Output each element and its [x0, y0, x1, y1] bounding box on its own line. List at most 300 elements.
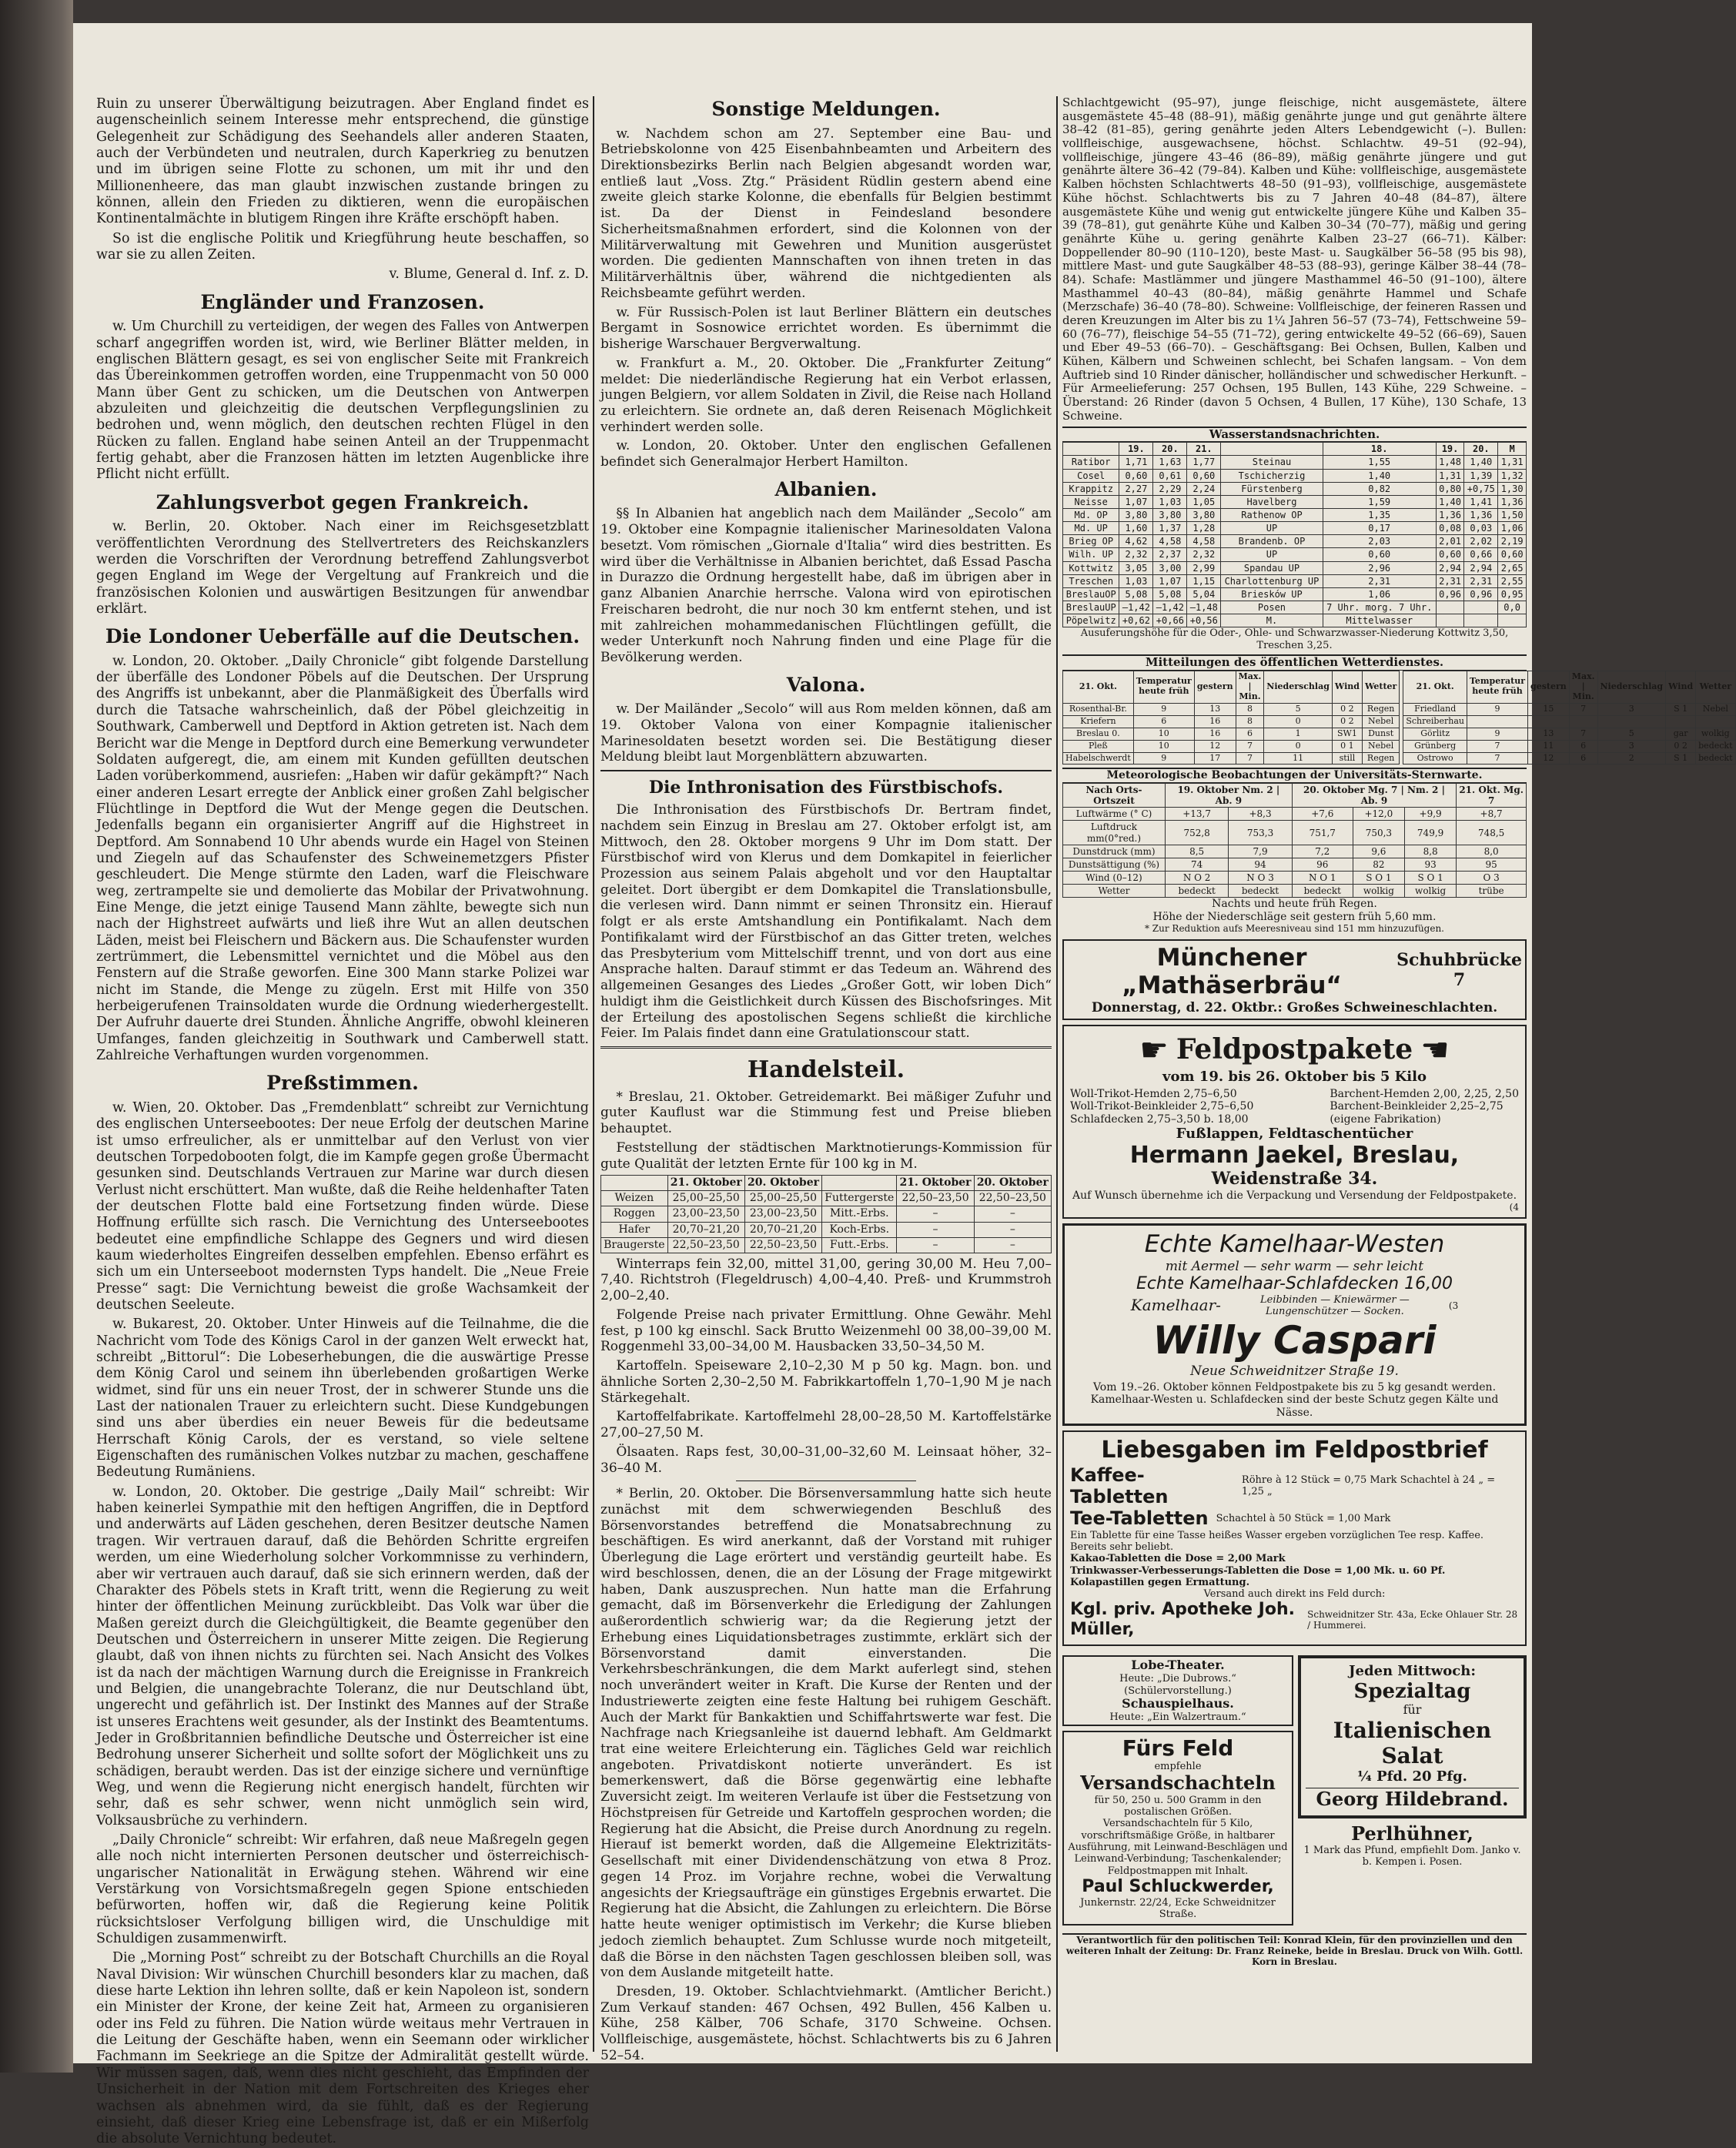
water-cell: 0,60: [1436, 548, 1464, 561]
grain-cell: 23,00–23,50: [744, 1206, 821, 1222]
water-cell: 3,00: [1153, 561, 1187, 574]
kamel-decke: Echte Kamelhaar-Schlafdecken 16,00: [1136, 1273, 1453, 1293]
meteo-cell: Wind (0–12): [1063, 872, 1166, 885]
water-cell: 4,62: [1119, 535, 1153, 548]
weather-left-cell: 11: [1264, 752, 1333, 765]
weather-left-cell: Rosenthal-Br.: [1063, 703, 1134, 715]
weather-right-cell: 7: [1467, 752, 1527, 765]
article-bukarest: w. Bukarest, 20. Oktober. Unter Hinweis auf die Teilnahme, die die Nachricht vom Tode des Königs Carol in der ganzen Welt erweckt hat, schreibt „Bittorul“: Die Lobeserhebungen, die die auswärtige Presse dem König Carol und seinem ihn überlebenden großartigen Werke widmet, sind für uns ein neuer Trost, der in schwerer Stunde uns die Last der nationalen Trauer zu erleichtern sucht. Diese Kundgebungen sind uns aber überdies ein neuer Beweis für die bedeutsame Herrschaft König Carols, der es verstand, so viele seltene Eigenschaften des rumänischen Volkes nutzbar zu machen, geschaffene Bedeutung Rumäniens.: [96, 1317, 589, 1481]
weather-header-cell: Niederschlag: [1264, 671, 1333, 703]
meteo-header-cell: 19. Oktober Nm. 2 | Ab. 9: [1165, 783, 1292, 807]
ad-theater: [1062, 1655, 1293, 1726]
caspari-address: Neue Schweidnitzer Straße 19.: [1190, 1363, 1399, 1379]
versand-sizes: für 50, 250 u. 500 Gramm in den postalischen Größen.: [1094, 1794, 1262, 1818]
meteo-cell: 74: [1165, 858, 1228, 871]
ad-feldpostpakete: [1062, 1025, 1527, 1220]
hildebrand-name: Georg Hildebrand.: [1306, 1788, 1519, 1810]
water-cell: Briesków UP: [1221, 587, 1323, 601]
water-cell: Cosel: [1063, 469, 1119, 482]
water-cell: 1,28: [1187, 522, 1221, 535]
meteo-header-cell: 20. Oktober Mg. 7 | Nm. 2 | Ab. 9: [1292, 783, 1456, 807]
weather-right-cell: 15: [1528, 703, 1570, 715]
headline-albanien: Albanien.: [774, 477, 878, 500]
article-berlin-boerse: * Berlin, 20. Oktober. Die Börsenversammlung hatte sich heute zunächst mit dem schwerwiegenden Beschluß des Börsenvorstandes betreffend die Monatsabrechnung zu beschäftigen. Es wird anerkannt, daß der Vorstand mit ruhiger Überlegung die Lage erörtert und verständig geurteilt habe. Es wird beschlossen, denen, die an der Lösung der Frage mitgewirkt haben, Dank auszusprechen. Nun hatte man die Erfahrung gemacht, daß im Börsenverkehr die Erledigung der Zahlungen außerordentlich schwierig war; da die Regierung jetzt der Erhebung eines Liquidationsbetrages zustimmte, erklärt sich der Börsenvorstand damit einverstanden. Die Verkehrsbeschränkungen, die dem Markt auferlegt sind, stehen noch unverändert weiter in Kraft. Die Kurse der Renten und der Industriewerte zeigten eine feste Haltung bei ruhigem Geschäft. Auch der Markt für Bankaktien und Schiffahrtswerte war fest. Die Nachfrage nach Kriegsanleihe ist dauernd lebhaft. Am Geldmarkt trat eine weitere Erleichterung ein. Tägliches Geld war reichlich angeboten. Privatdiskont notierte unverändert. Es ist bemerkenswert, daß die Börse gegenwärtig eine lebhafte Zuversicht zeigt. Im weiteren Verlaufe ist über die Festsetzung von Höchstpreisen für Getreide und Kartoffeln gesprochen worden; die Regierung hat die Absicht, die Preise durch Anordnung zu regeln. Hierauf ist bemerkt worden, daß die Allgemeine Elektrizitäts-Gesellschaft mit einer Dividendenschätzung von etwa 8 Proz. gegen 14 Proz. im Vorjahre rechne, wobei die Verwaltung angesichts der Kriegsaufträge ein günstiges Ergebnis erwartet. Die Regierung hat die Absicht, die Zahlungen zu erleichtern. Die Börse hatte heute weniger optimistisch im Verkehr; die Kurse blieben jedoch ziemlich behauptet. Zum Schlusse wurde noch mitgeteilt, daß die Börse in den nächsten Tagen geschlossen bleiben soll, was von dem Auslande mitgeteilt hatte.: [600, 1486, 1052, 1981]
water-cell: 0,95: [1498, 587, 1527, 601]
weather-right-cell: [1666, 715, 1696, 728]
water-cell: 2,94: [1436, 561, 1464, 574]
water-cell: BreslauOP: [1063, 587, 1119, 601]
meteo-cell: +12,0: [1353, 808, 1404, 821]
water-cell: 0,96: [1464, 587, 1498, 601]
water-cell: –1,48: [1187, 601, 1221, 614]
lobe-title: Lobe-Theater.: [1131, 1658, 1225, 1673]
article-valona: w. Der Mailänder „Secolo“ will aus Rom melden können, daß am 19. Oktober Valona von einer Kompagnie italienischer Marinesoldaten besetzt worden sei. Die Bestätigung dieser Meldung bleibt laut Morgenblättern abzuwarten.: [600, 701, 1052, 765]
weather-left-cell: 7: [1236, 740, 1264, 752]
weather-right-cell: Grünberg: [1403, 740, 1467, 752]
water-cell: 1,59: [1323, 495, 1436, 508]
weather-header-cell: Temperatur heute früh: [1133, 671, 1194, 703]
mathaeser-title: Münchener „Mathäserbräu“: [1122, 943, 1342, 1000]
water-cell: 3,80: [1153, 508, 1187, 521]
weather-header-cell: Wetter: [1362, 671, 1399, 703]
feld-title: Feldpostpakete: [1176, 1033, 1413, 1066]
meteo-cell: Dunstsättigung (%): [1063, 858, 1166, 871]
grain-cell: 22,50–23,50: [974, 1191, 1051, 1206]
weather-right-cell: 6: [1569, 740, 1597, 752]
water-header-cell: 21.: [1187, 443, 1221, 456]
weather-header-cell: gestern: [1194, 671, 1236, 703]
meteo-cell: S O 1: [1404, 872, 1456, 885]
weather-right-cell: 0 2: [1666, 740, 1696, 752]
meteo-cell: +13,7: [1165, 808, 1228, 821]
weather-tables: [1062, 671, 1733, 765]
article-russisch-polen: w. Für Russisch-Polen ist laut Berliner Blättern ein deutsches Bergamt in Sosnowice errichtet worden. Es übernimmt die bisherige Warschauer Bergverwaltung.: [600, 304, 1052, 353]
water-cell: 1,63: [1153, 456, 1187, 469]
felde-subtitle: empfehle: [1154, 1761, 1202, 1773]
article-winterraps: Winterraps fein 32,00, mittel 31,00, gering 30,00 M. Heu 7,00–7,40. Richtstroh (Flegeldrusch) 4,00–4,40. Preß- und Krummstroh 2,00–2,40.: [600, 1256, 1052, 1304]
water-cell: 1,03: [1153, 495, 1187, 508]
water-cell: 1,55: [1323, 456, 1436, 469]
water-cell: [1464, 614, 1498, 627]
water-cell: 1,40: [1436, 495, 1464, 508]
grain-cell: Futtergerste: [822, 1191, 897, 1206]
weather-left-cell: 10: [1133, 728, 1194, 740]
schau-play: Heute: „Ein Walzertraum.“: [1109, 1711, 1246, 1723]
water-cell: 1,50: [1498, 508, 1527, 521]
meteo-cell: bedeckt: [1229, 885, 1292, 898]
water-cell: [1436, 614, 1464, 627]
weather-right-cell: [1467, 715, 1527, 728]
weather-left-row: [1063, 703, 1400, 715]
weather-header-cell: Wetter: [1696, 671, 1735, 703]
water-header-cell: [1063, 443, 1119, 456]
fuer-label: für: [1403, 1702, 1422, 1718]
feld-items: [1070, 1088, 1519, 1126]
water-cell: 2,32: [1187, 548, 1221, 561]
weather-table-right: [1403, 671, 1735, 765]
caspari-name: Willy Caspari: [1152, 1317, 1437, 1363]
market-report-continuation: Schlachtgewicht (95–97), junge fleischige, nicht ausgemästete, ältere ausgemästete 45–48 (88–91), mäßig genährte junge und gut genährte ältere 38–42 (81–85), gering genährte jeden Alters Lebendgewicht (–). Bullen: vollfleischige, ausgewachsene, höchst. Schlachtw. 49–51 (92–94), vollfleischige, jüngere 43–46 (86–89), mäßig genährte jüngere und gut genährte ältere 36–42 (79–84). Kalben und Kühe: vollfleischige, ausgemästete Kalben höchsten Schlachtwerts 48–50 (91–93), vollfleischige, ausgemästete Kühe höchst. Schlachtwerts bis zu 7 Jahren 40–48 (84–87), ältere ausgemästete Kühe und wenig gut entwickelte jüngere Kühe und Kalben 35–39 (78–81), gut genährte Kühe und Kalben 30–34 (70–77), mäßig und gering genährte Kühe u. gering genährte Kalben 23–27 (66–71). Kälber: Doppellender 80–90 (110–120), beste Mast- u. Saugkälber 56–58 (95 bis 98), mittlere Mast- und gute Saugkälber 48–53 (88–93), geringe Kälber 38–44 (78–84). Schafe: Mastlämmer und jüngere Masthammel 46–50 (91–100), ältere Masthammel 40–43 (80–84), mäßig genährte Hammel und Schafe (Merzschafe) 36–40 (78–80). Schweine: Vollfleischige, der feineren Rassen und deren Kreuzungen im Alter bis zu 1¼ Jahren 56–57 (73–74), Fettschweine 59–60 (76–77), fleischige 54–55 (71–72), gering entwickelte 49–52 (66–69), Sauen und Eber 49–53 (66–70). – Geschäftsgang: Bei Ochsen, Bullen, Kalben und Kühen, Kälbern und Schweinen schlecht, bei Schafen langsam. – Von dem Auftrieb sind 10 Rinder dänischer, holländischer und schwedischer Herkunft. – Für Armeelieferung: 257 Ochsen, 195 Bullen, 143 Kühe, 229 Schweine. – Überstand: 26 Rinder (davon 5 Ochsen, 4 Bullen, 17 Kühe), 130 Schafe, 13 Schweine.: [1062, 95, 1527, 423]
versand-list: Versandschachteln für 5 Kilo, vorschriftsmäßige Größe, in haltbarer Ausführung, mit Leinwand-Beschlägen und Leinwand-Verbindung; Taschenkalender; Feldpostmappen mit Inhalt.: [1068, 1818, 1288, 1877]
weather-left-cell: 6: [1133, 715, 1194, 728]
feld-subtitle: vom 19. bis 26. Oktober bis 5 Kilo: [1162, 1069, 1427, 1086]
water-cell: 1,60: [1119, 522, 1153, 535]
weather-left-cell: 9: [1133, 752, 1194, 765]
article-englaender: w. Um Churchill zu verteidigen, der wegen des Falles von Antwerpen scharf angegriffen worden ist, wird, wie Berliner Blätter melden, in englischen Blättern gesagt, es sei von englischer Seite mit Frankreich das Übereinkommen getroffen worden, eine Truppenmacht von 50 000 Mann über Gent zu schicken, um die Deutschen von Antwerpen abzuleiten und gleichzeitig die deutschen Verpflegungslinien zu bedrohen und, wenn möglich, den deutschen rechten Flügel in den Rücken zu fallen. England habe seinen Anteil an der Truppenmacht fertig gehabt, aber die Franzosen hätten im letzten Augenblicke ihre Pflicht nicht erfüllt.: [96, 319, 589, 483]
liebes-title: Liebesgaben im Feldpostbrief: [1101, 1437, 1488, 1464]
meteo-cell: trübe: [1457, 885, 1527, 898]
weather-header-cell: Wind: [1332, 671, 1362, 703]
water-cell: Tschicherzig: [1221, 469, 1323, 482]
meteo-cell: +8,3: [1229, 808, 1292, 821]
feld-item-left: Schlafdecken 2,75–3,50 b. 18,00: [1070, 1112, 1249, 1126]
article-london-gefallene: w. London, 20. Oktober. Unter den englischen Gefallenen befindet sich Generalmajor Herbert Hamilton.: [600, 438, 1052, 470]
water-cell: 2,01: [1436, 535, 1464, 548]
grain-cell: 22,50–23,50: [667, 1237, 744, 1253]
water-cell: 2,03: [1323, 535, 1436, 548]
meteo-header-cell: 21. Okt. Mg. 7: [1457, 783, 1527, 807]
water-cell: +0,66: [1153, 614, 1187, 627]
water-cell: 0,08: [1436, 522, 1464, 535]
water-cell: 0,80: [1436, 482, 1464, 495]
meteo-row: [1063, 872, 1527, 885]
water-cell: 1,71: [1119, 456, 1153, 469]
versand-line: Versand auch direkt ins Feld durch:: [1203, 1588, 1386, 1601]
weather-left-cell: 16: [1194, 728, 1236, 740]
water-cell: 1,30: [1498, 482, 1527, 495]
weather-table-left: [1062, 671, 1400, 765]
water-cell: 2,37: [1153, 548, 1187, 561]
water-row: [1063, 548, 1527, 561]
meteo-cell: 93: [1404, 858, 1456, 871]
meteo-row: [1063, 858, 1527, 871]
article-albanien: §§ In Albanien hat angeblich nach dem Mailänder „Secolo“ am 19. Oktober eine Kompagnie italienischer Marinesoldaten Valona besetzt. Vom römischen „Giornale d'Italia“ wird dies bestritten. Es wird über die Verhältnisse in Albanien berichtet, daß Essad Pascha in Durazzo die Ordnung hergestellt habe, daß im übrigen aber in ganz Albanien Anarchie herrsche. Valona wird von epirotischen Freischaren bedroht, die nur noch 30 km entfernt stehen, und ist mit zahlreichen mohammedanischen Flüchtlingen gefüllt, die weder Unterkunft noch Nahrung finden und eine Plage für die Bevölkerung werden.: [600, 506, 1052, 666]
weather-left-cell: 13: [1194, 703, 1236, 715]
grain-cell: Weizen: [601, 1191, 668, 1206]
felde-title: Fürs Feld: [1122, 1735, 1234, 1762]
weather-header-cell: Wind: [1666, 671, 1696, 703]
salat-price: ¼ Pfd. 20 Pfg.: [1357, 1768, 1467, 1785]
spezialtag-label: Spezialtag: [1353, 1679, 1471, 1703]
meteo-cell: 8,8: [1404, 845, 1456, 858]
water-cell: 0,82: [1323, 482, 1436, 495]
water-cell: 1,36: [1498, 495, 1527, 508]
weather-header-cell: Max. | Min.: [1236, 671, 1264, 703]
water-cell: [1436, 601, 1464, 614]
water-cell: 1,36: [1436, 508, 1464, 521]
tee-title: Tee-Tabletten: [1070, 1507, 1209, 1530]
perl-detail: 1 Mark das Pfund, empfiehlt Dom. Janko v. b. Kempen i. Posen.: [1303, 1845, 1521, 1869]
grain-row: [601, 1237, 1052, 1253]
water-cell: 2,31: [1323, 574, 1436, 587]
water-cell: 0,61: [1153, 469, 1187, 482]
article-oelsaaten: Ölsaaten. Raps fest, 30,00–31,00–32,60 M. Leinsaat höher, 32–36–40 M.: [600, 1444, 1052, 1476]
headline-pressstimmen: Preßstimmen.: [266, 1072, 419, 1095]
water-cell: 1,15: [1187, 574, 1221, 587]
meteo-header-cell: Nach Orts-Ortszeit: [1063, 783, 1166, 807]
article-breslau-getreide: * Breslau, 21. Oktober. Getreidemarkt. Bei mäßiger Zufuhr und guter Kauflust war die Stimmung fest und Preise blieben behauptet.: [600, 1089, 1052, 1137]
water-cell: 4,58: [1187, 535, 1221, 548]
weather-header-cell: gestern: [1528, 671, 1570, 703]
article-dresden-schlachtvieh: Dresden, 19. Oktober. Schlachtviehmarkt. (Amtlicher Bericht.) Zum Verkauf standen: 467 Ochsen, 492 Bullen, 456 Kalben u. Kühe, 258 Kälber, 706 Schafe, 3170 Schweine. Ochsen. Vollfleischige, ausgemästete, höchst. Schlachtwerts bis zu 6 Jahren 52–54.: [600, 1984, 1052, 2063]
kakao-line: Kakao-Tabletten die Dose = 2,00 Mark: [1070, 1553, 1286, 1565]
water-cell: +0,75: [1464, 482, 1498, 495]
water-cell: 1,41: [1464, 495, 1498, 508]
water-cell: 2,24: [1187, 482, 1221, 495]
water-cell: 3,05: [1119, 561, 1153, 574]
water-cell: Fürstenberg: [1221, 482, 1323, 495]
schluck-address: Junkernstr. 22/24, Ecke Schweidnitzer Straße.: [1080, 1897, 1276, 1921]
weather-right-cell: [1569, 715, 1597, 728]
water-level-note: Ausuferungshöhe für die Oder-, Ohle- und Schwarzwasser-Niederung Kottwitz 3,50, Treschen 3,25.: [1080, 627, 1509, 651]
water-cell: 5,08: [1153, 587, 1187, 601]
water-cell: 1,31: [1436, 469, 1464, 482]
kamel-subtitle: mit Aermel — sehr warm — sehr leicht: [1165, 1258, 1424, 1274]
water-cell: +0,62: [1119, 614, 1153, 627]
water-cell: 2,94: [1464, 561, 1498, 574]
meteo-cell: +7,6: [1292, 808, 1353, 821]
meteo-cell: 7,2: [1292, 845, 1353, 858]
water-cell: 1,06: [1323, 587, 1436, 601]
salat-label: Italienischen Salat: [1333, 1718, 1492, 1769]
feld-street: Weidenstraße 34.: [1211, 1168, 1378, 1189]
weather-header-cell: Max. | Min.: [1569, 671, 1597, 703]
meteo-cell: +9,9: [1404, 808, 1456, 821]
water-cell: Havelberg: [1221, 495, 1323, 508]
weather-left-cell: 9: [1133, 703, 1194, 715]
meteo-cell: 750,3: [1353, 821, 1404, 845]
water-cell: Neisse: [1063, 495, 1119, 508]
kamel-title: Echte Kamelhaar-Westen: [1144, 1230, 1445, 1259]
newspaper-page: [73, 23, 1733, 2147]
apotheke-name: Kgl. priv. Apotheke Joh. Müller,: [1070, 1600, 1295, 1640]
water-cell: 4,58: [1153, 535, 1187, 548]
weather-right-row: [1403, 715, 1735, 728]
grain-row: [601, 1206, 1052, 1222]
weather-left-cell: 7: [1236, 752, 1264, 765]
water-cell: Posen: [1221, 601, 1323, 614]
meteo-cell: 8,0: [1457, 845, 1527, 858]
lower-ads-left: [1062, 1651, 1293, 1929]
article-zahlungsverbot: w. Berlin, 20. Oktober. Nach einer im Reichsgesetzblatt veröffentlichten Verordnung des Stellvertreters des Reichskanzlers werden die Vorschriften der Verordnung betreffend Zahlungsverbot gegen England im Wege der Vergeltung auf Frankreich und die französischen Kolonien und auswärtigen Besitzungen für anwendbar erklärt.: [96, 519, 589, 617]
weather-right-cell: Görlitz: [1403, 728, 1467, 740]
weather-left-cell: 5: [1264, 703, 1333, 715]
water-row: [1063, 587, 1527, 601]
grain-price-table: [600, 1175, 1052, 1253]
water-row: [1063, 535, 1527, 548]
water-cell: 3,80: [1119, 508, 1153, 521]
water-cell: 1,40: [1464, 456, 1498, 469]
water-cell: Kottwitz: [1063, 561, 1119, 574]
water-cell: 2,65: [1498, 561, 1527, 574]
meteo-cell: 94: [1229, 858, 1292, 871]
article-daily-mail: w. London, 20. Oktober. Die gestrige „Daily Mail“ schreibt: Wir haben keinerlei Sympathie mit den heftigen Angriffen, die in Deptford und anderwärts auf Läden geschehen, deren Besitzer deutsche Namen tragen. Wir vertrauen darauf, daß die Behörden Schritte ergreifen werden, um eine Wiederholung solcher Vorkommnisse zu verhindern, aber wir vertrauen auch darauf, daß sie sich erinnern werden, daß der Charakter des Pöbels stets in Kraft tritt, wenn die Regierung zu weit hinter der öffentlichen Meinung zurückbleibt. Das Volk war über die Maßen gereizt durch die Gleichgültigkeit, die Beamte gegenüber den Deutschen und Österreichern in unserer Mitte zeigen. Die Regierung glaubt, daß von ihnen nichts zu fürchten sei. Nach Ansicht des Volkes ist da nach der mächtigen Warnung durch die Ereignisse in Frankreich und Belgien, die unangebrachte Toleranz, die nur Deutschland übt, ungerecht und gefährlich ist. Der Instinkt des Mannes auf der Straße ist unseres Erachtens weit gesunder, als der Instinkt des Beamtentums. Jeder in Großbritannien befindliche Deutsche und Österreicher ist eine Bedrohung unserer Sicherheit und sollte sofort der Möglichkeit uns zu schädigen, beraubt werden. Das ist der einzige sichere und vernünftige Weg, und wenn die Regierung nicht energisch handelt, fürchten wir sehr, daß es sehr schwer, wenn nicht unmöglich sein wird, Volksausbrüche zu verhindern.: [96, 1484, 589, 1828]
caspari-note: Vom 19.–26. Oktober können Feldpostpakete bis zu 5 kg gesandt werden. Kamelhaar-Westen u. Schlafdecken sind der beste Schutz gegen Kälte und Nässe.: [1090, 1380, 1499, 1419]
kamel-row: [1071, 1294, 1518, 1318]
weather-header-cell: 21. Okt.: [1403, 671, 1467, 703]
water-level-table: [1062, 442, 1527, 627]
grain-cell: Roggen: [601, 1206, 668, 1222]
water-cell: 0,60: [1119, 469, 1153, 482]
grain-cell: Braugerste: [601, 1237, 668, 1253]
water-cell: Wilh. UP: [1063, 548, 1119, 561]
headline-zahlungsverbot: Zahlungsverbot gegen Frankreich.: [156, 490, 530, 514]
water-cell: Charlottenburg UP: [1221, 574, 1323, 587]
lobe-play: Heute: „Die Dubrows.“ (Schülervorstellung.): [1119, 1673, 1236, 1697]
grain-cell: –: [897, 1222, 974, 1237]
water-cell: 1,37: [1153, 522, 1187, 535]
water-cell: 2,02: [1464, 535, 1498, 548]
grain-cell: 20,70–21,20: [744, 1222, 821, 1237]
feld-firm: Hermann Jaekel, Breslau,: [1129, 1142, 1460, 1169]
mittwoch-label: Jeden Mittwoch:: [1349, 1663, 1476, 1680]
meteo-note-2: Höhe der Niederschläge seit gestern früh 5,60 mm.: [1152, 910, 1437, 923]
kola-line: Kolapastillen gegen Ermattung.: [1070, 1576, 1250, 1588]
kamel-left: Kamelhaar-: [1130, 1296, 1221, 1315]
weather-right-cell: Friedland: [1403, 703, 1467, 715]
weather-right-cell: Schreiberhau: [1403, 715, 1467, 728]
weather-header-cell: 21. Okt.: [1063, 671, 1134, 703]
weather-left-cell: 12: [1194, 740, 1236, 752]
weather-right-cell: 11: [1528, 740, 1570, 752]
water-header-cell: 19.: [1119, 443, 1153, 456]
meteo-cell: bedeckt: [1292, 885, 1353, 898]
mathaeser-address: Schuhbrücke 7: [1396, 949, 1522, 990]
column-rule-2: [1056, 96, 1058, 2052]
weather-right-cell: [1696, 715, 1735, 728]
meteo-cell: +8,7: [1457, 808, 1527, 821]
water-cell: 2,99: [1187, 561, 1221, 574]
weather-left-cell: still: [1332, 752, 1362, 765]
water-cell: 1,77: [1187, 456, 1221, 469]
water-row: [1063, 508, 1527, 521]
water-row: [1063, 561, 1527, 574]
weather-left-cell: Kriefern: [1063, 715, 1134, 728]
water-cell: Steinau: [1221, 456, 1323, 469]
water-header-cell: 19.: [1436, 443, 1464, 456]
weather-right-cell: Nebel: [1696, 703, 1735, 715]
article-kartoffeln: Kartoffeln. Speiseware 2,10–2,30 M p 50 kg. Magn. bon. und ähnliche Sorten 2,30–2,50 M. Fabrikkartoffeln 1,70–1,90 M je nach Stärkegehalt.: [600, 1358, 1052, 1406]
meteo-cell: N O 2: [1165, 872, 1228, 885]
meteo-cell: 95: [1457, 858, 1527, 871]
water-cell: M.: [1221, 614, 1323, 627]
water-header-cell: 20.: [1464, 443, 1498, 456]
water-row: [1063, 469, 1527, 482]
weather-right-cell: 12: [1528, 752, 1570, 765]
article-londoner: w. London, 20. Oktober. „Daily Chronicle“ gibt folgende Darstellung der überfälle des Londoner Pöbels auf die Deutschen. Der Ursprung des Angriffs ist unbekannt, aber die Planmäßigkeit des Überfalls wird durch die Tatsache wahrscheinlich, daß der Pöbel gleichzeitig in Southwark, Camberwell und Deptford in Aktion getreten ist. Nach dem Bericht war die Menge in Deptford durch eine Bemerkung verwundeter Soldaten aufgeregt, die, am einem mit Kunden gefüllten deutschen Laden vorüberkommend, ausriefen: „Haben wir dafür gekämpft?“ Nach einer anderen Lesart erregte der Anblick einer großen Zahl belgischer Flüchtlinge in Deptford die Wut der Menge gegen die Deutschen. Jedenfalls begann ein organisierter Angriff auf die Highstreet in Deptford. Am Sonnabend 10 Uhr abends wurde ein Hagel von Steinen und Ziegeln auf das Schaufenster des Schweinemetzgers Pfister geschleudert. Die Menge stürmte den Laden, warf die Fleischware weg, zertrampelte sie und demolierte das Mobilar der Privatwohnung. Eine Menge, die jetzt einige Tausend Mann zählte, bewegte sich nun nach der Highstreet aufwärts und ließ ihre Wut an allen deutschen Läden, meist bei Fleischern und Bäckern aus. Die Schaufenster wurden zertrümmert, die Lebensmittel vernichtet und die Möbel aus den Fenstern auf die Straße geworfen. Eine 300 Mann starke Polizei war nicht im Stande, die Menge zu zügeln. Erst mit Hilfe von 350 herbeigerufenen Trainsoldaten wurde die Ordnung wiederhergestellt. Der Aufruhr dauerte drei Stunden. Ähnliche Angriffe, obwohl kleineren Umfanges, fanden gleichzeitig in Southwark und Camberwell statt. Zahlreiche Verhaftungen wurden vorgenommen.: [96, 653, 589, 1064]
ad-caspari: [1062, 1223, 1527, 1426]
feld-item-left: Woll-Trikot-Beinkleider 2,75–6,50: [1070, 1100, 1254, 1113]
weather-right-cell: [1528, 715, 1570, 728]
weather-left-cell: SW1: [1332, 728, 1362, 740]
water-cell: 0,17: [1323, 522, 1436, 535]
weather-right-cell: gar: [1666, 728, 1696, 740]
grain-cell: –: [897, 1237, 974, 1253]
meteo-note: Nachts und heute früh Regen.: [1212, 898, 1377, 911]
meteo-cell: Luftdruck mm(0°red.): [1063, 821, 1166, 845]
meteo-cell: Wetter: [1063, 885, 1166, 898]
weather-right-cell: 7: [1569, 728, 1597, 740]
water-row: [1063, 522, 1527, 535]
column-rule-1: [593, 96, 594, 2052]
weather-left-cell: Regen: [1362, 752, 1399, 765]
weather-left-cell: 16: [1194, 715, 1236, 728]
water-cell: 1,07: [1119, 495, 1153, 508]
water-cell: 2,31: [1436, 574, 1464, 587]
meteo-title: Meteorologische Beobachtungen der Universitäts-Sternwarte.: [1062, 768, 1527, 783]
weather-header-cell: Temperatur heute früh: [1467, 671, 1527, 703]
apotheke-address: Schweidnitzer Str. 43a, Ecke Ohlauer Str. 28 / Hummerei.: [1307, 1609, 1518, 1631]
weather-right-cell: bedeckt: [1696, 752, 1735, 765]
weather-left-cell: 17: [1194, 752, 1236, 765]
feld-item-right: (eigene Fabrikation): [1330, 1112, 1441, 1126]
grain-header-cell: [822, 1176, 897, 1191]
column-1: [96, 96, 589, 2147]
water-cell: UP: [1221, 522, 1323, 535]
weather-right-cell: 6: [1569, 752, 1597, 765]
meteo-cell: N O 3: [1229, 872, 1292, 885]
weather-right-cell: S 1: [1666, 703, 1696, 715]
weather-header-cell: Niederschlag: [1597, 671, 1666, 703]
water-cell: Brieg OP: [1063, 535, 1119, 548]
water-cell: 0,60: [1498, 548, 1527, 561]
weather-right-cell: 9: [1467, 703, 1527, 715]
headline-sonstige: Sonstige Meldungen.: [711, 98, 941, 120]
meteo-row: [1063, 845, 1527, 858]
water-cell: 1,40: [1323, 469, 1436, 482]
grain-cell: Futt.-Erbs.: [822, 1237, 897, 1253]
water-cell: 1,07: [1153, 574, 1187, 587]
weather-left-cell: Nebel: [1362, 715, 1399, 728]
kamel-number: (3: [1448, 1300, 1459, 1312]
water-row: [1063, 456, 1527, 469]
article-signature: v. Blume, General d. Inf. z. D.: [389, 266, 589, 283]
article-daily-chronicle: „Daily Chronicle“ schreibt: Wir erfahren, daß neue Maßregeln gegen alle noch nicht internierten Personen deutscher und österreichisch-ungarischer Nationalität in Erwägung stehen. Während wir eine Verstärkung von Vorsichtsmaßregeln gegen Spione entschieden befürworten, hoffen wir, daß die Regierung keine Politik rücksichtsloser Verfolgung billigen wird, die Unschuldige mit Schuldigen zusammenwirft.: [96, 1832, 589, 1947]
water-cell: +0,56: [1187, 614, 1221, 627]
headline-valona: Valona.: [786, 673, 866, 696]
schluck-name: Paul Schluckwerder,: [1082, 1877, 1274, 1897]
ad-hildebrand: [1298, 1655, 1527, 1818]
feld-extra: Fußlappen, Feldtaschentücher: [1176, 1126, 1413, 1143]
water-cell: [1464, 601, 1498, 614]
weather-right-row: [1403, 703, 1735, 715]
lower-ads-right: [1298, 1651, 1527, 1929]
grain-cell: –: [974, 1237, 1051, 1253]
weather-right-cell: Ostrowo: [1403, 752, 1467, 765]
meteo-cell: Dunstdruck (mm): [1063, 845, 1166, 858]
meteo-cell: S O 1: [1353, 872, 1404, 885]
weather-left-cell: 10: [1133, 740, 1194, 752]
water-cell: 2,96: [1323, 561, 1436, 574]
weather-right-cell: 13: [1528, 728, 1570, 740]
meteo-cell: 96: [1292, 858, 1353, 871]
pointing-hand-icon-2: ☚: [1420, 1030, 1450, 1069]
water-cell: Pöpelwitz: [1063, 614, 1119, 627]
water-cell: 3,80: [1187, 508, 1221, 521]
weather-left-cell: Breslau 0.: [1063, 728, 1134, 740]
water-row: [1063, 614, 1527, 627]
grain-cell: Hafer: [601, 1222, 668, 1237]
water-cell: Ratibor: [1063, 456, 1119, 469]
weather-right-cell: 2: [1597, 752, 1666, 765]
kaffee-detail: Röhre à 12 Stück = 0,75 Mark Schachtel à 24 „ = 1,25 „: [1241, 1474, 1496, 1497]
weather-right-cell: 9: [1467, 728, 1527, 740]
water-cell: BreslauUP: [1063, 601, 1119, 614]
water-cell: 2,19: [1498, 535, 1527, 548]
meteo-cell: 82: [1353, 858, 1404, 871]
water-cell: –1,42: [1153, 601, 1187, 614]
weather-left-cell: 0 2: [1332, 703, 1362, 715]
